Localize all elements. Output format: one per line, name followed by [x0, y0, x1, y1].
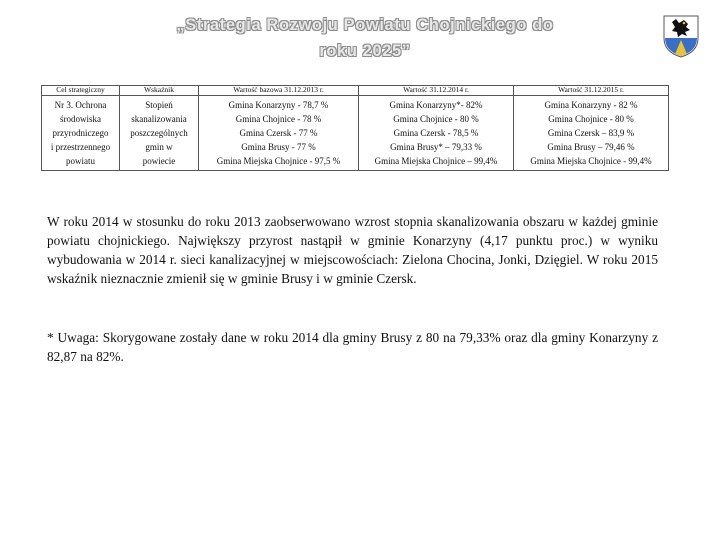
header-value-2015: Wartość 31.12.2015 r.: [514, 86, 669, 96]
title-line-1: „Strategia Rozwoju Powiatu Chojnickiego do: [176, 16, 554, 34]
cell-line: Nr 3. Ochrona: [54, 100, 107, 110]
cell-value-2015: [514, 96, 669, 171]
table-header-row: [42, 86, 669, 96]
cell-line: Gmina Konarzyny*- 82%: [389, 100, 483, 110]
table-row: [42, 96, 669, 171]
cell-line: Gmina Miejska Chojnice – 99,4%: [374, 156, 498, 166]
cell-line: Gmina Chojnice - 80 %: [393, 114, 479, 124]
title-line-2: roku 2025”: [319, 42, 411, 60]
cell-line: Stopień: [145, 100, 173, 110]
cell-base-2013: [199, 96, 359, 171]
note-paragraph: * Uwaga: Skorygowane zostały dane w roku 2014 dla gminy Brusy z 80 na 79,33% oraz dla gminy Konarzyny z 82,87 na 82%.: [47, 330, 658, 364]
cell-line: powiecie: [142, 156, 176, 166]
header-indicator: Wskaźnik: [120, 86, 199, 96]
page-title-text: [100, 12, 630, 60]
cell-line: Gmina Brusy - 77 %: [241, 142, 316, 152]
cell-indicator: [120, 96, 199, 171]
cell-line: Gmina Konarzyny - 78,7 %: [228, 100, 329, 110]
cell-line: Gmina Czersk - 78,5 %: [393, 128, 479, 138]
cell-line: skanalizowania: [131, 114, 187, 124]
summary-paragraph: W roku 2014 w stosunku do roku 2013 zaobserwowano wzrost stopnia skanalizowania obszaru w każdej gminie powiatu chojnickiego. Największy przyrost nastąpił w gminie Konarzyny (4,17 punktu proc.) w wyniku wybudowania w 2014 r. sieci kanalizacyjnej w miejscowościach: Zielona Chocina, Jonki, Dzięgiel. W roku 2015 wskaźnik nieznacznie zmienił się w gminie Brusy i w gminie Czersk.: [47, 214, 658, 286]
cell-line: Gmina Brusy – 79,46 %: [547, 142, 635, 152]
cell-line: i przestrzennego: [50, 142, 111, 152]
cell-goal: [42, 96, 120, 171]
header-base-2013: Wartość bazowa 31.12.2013 r.: [199, 86, 359, 96]
cell-line: gmin w: [145, 142, 173, 152]
cell-line: Gmina Brusy* – 79,33 %: [390, 142, 482, 152]
coat-of-arms-icon: [662, 14, 700, 58]
cell-line: Gmina Konarzyny - 82 %: [544, 100, 638, 110]
header-goal: Cel strategiczny: [42, 86, 120, 96]
cell-line: powiatu: [66, 156, 95, 166]
cell-line: Gmina Czersk - 77 %: [239, 128, 318, 138]
cell-value-2014: [359, 96, 514, 171]
cell-line: środowiska: [60, 114, 101, 124]
cell-line: Gmina Chojnice - 78 %: [235, 114, 322, 124]
indicator-table: [41, 85, 669, 171]
cell-line: Gmina Miejska Chojnice - 97,5 %: [216, 156, 341, 166]
cell-line: Gmina Czersk – 83,9 %: [547, 128, 635, 138]
header-value-2014: Wartość 31.12.2014 r.: [359, 86, 514, 96]
cell-line: Gmina Chojnice - 80 %: [548, 114, 634, 124]
cell-line: Gmina Miejska Chojnice - 99,4%: [530, 156, 652, 166]
cell-line: przyrodniczego: [52, 128, 109, 138]
cell-line: poszczególnych: [130, 128, 188, 138]
page-title: [100, 12, 630, 60]
